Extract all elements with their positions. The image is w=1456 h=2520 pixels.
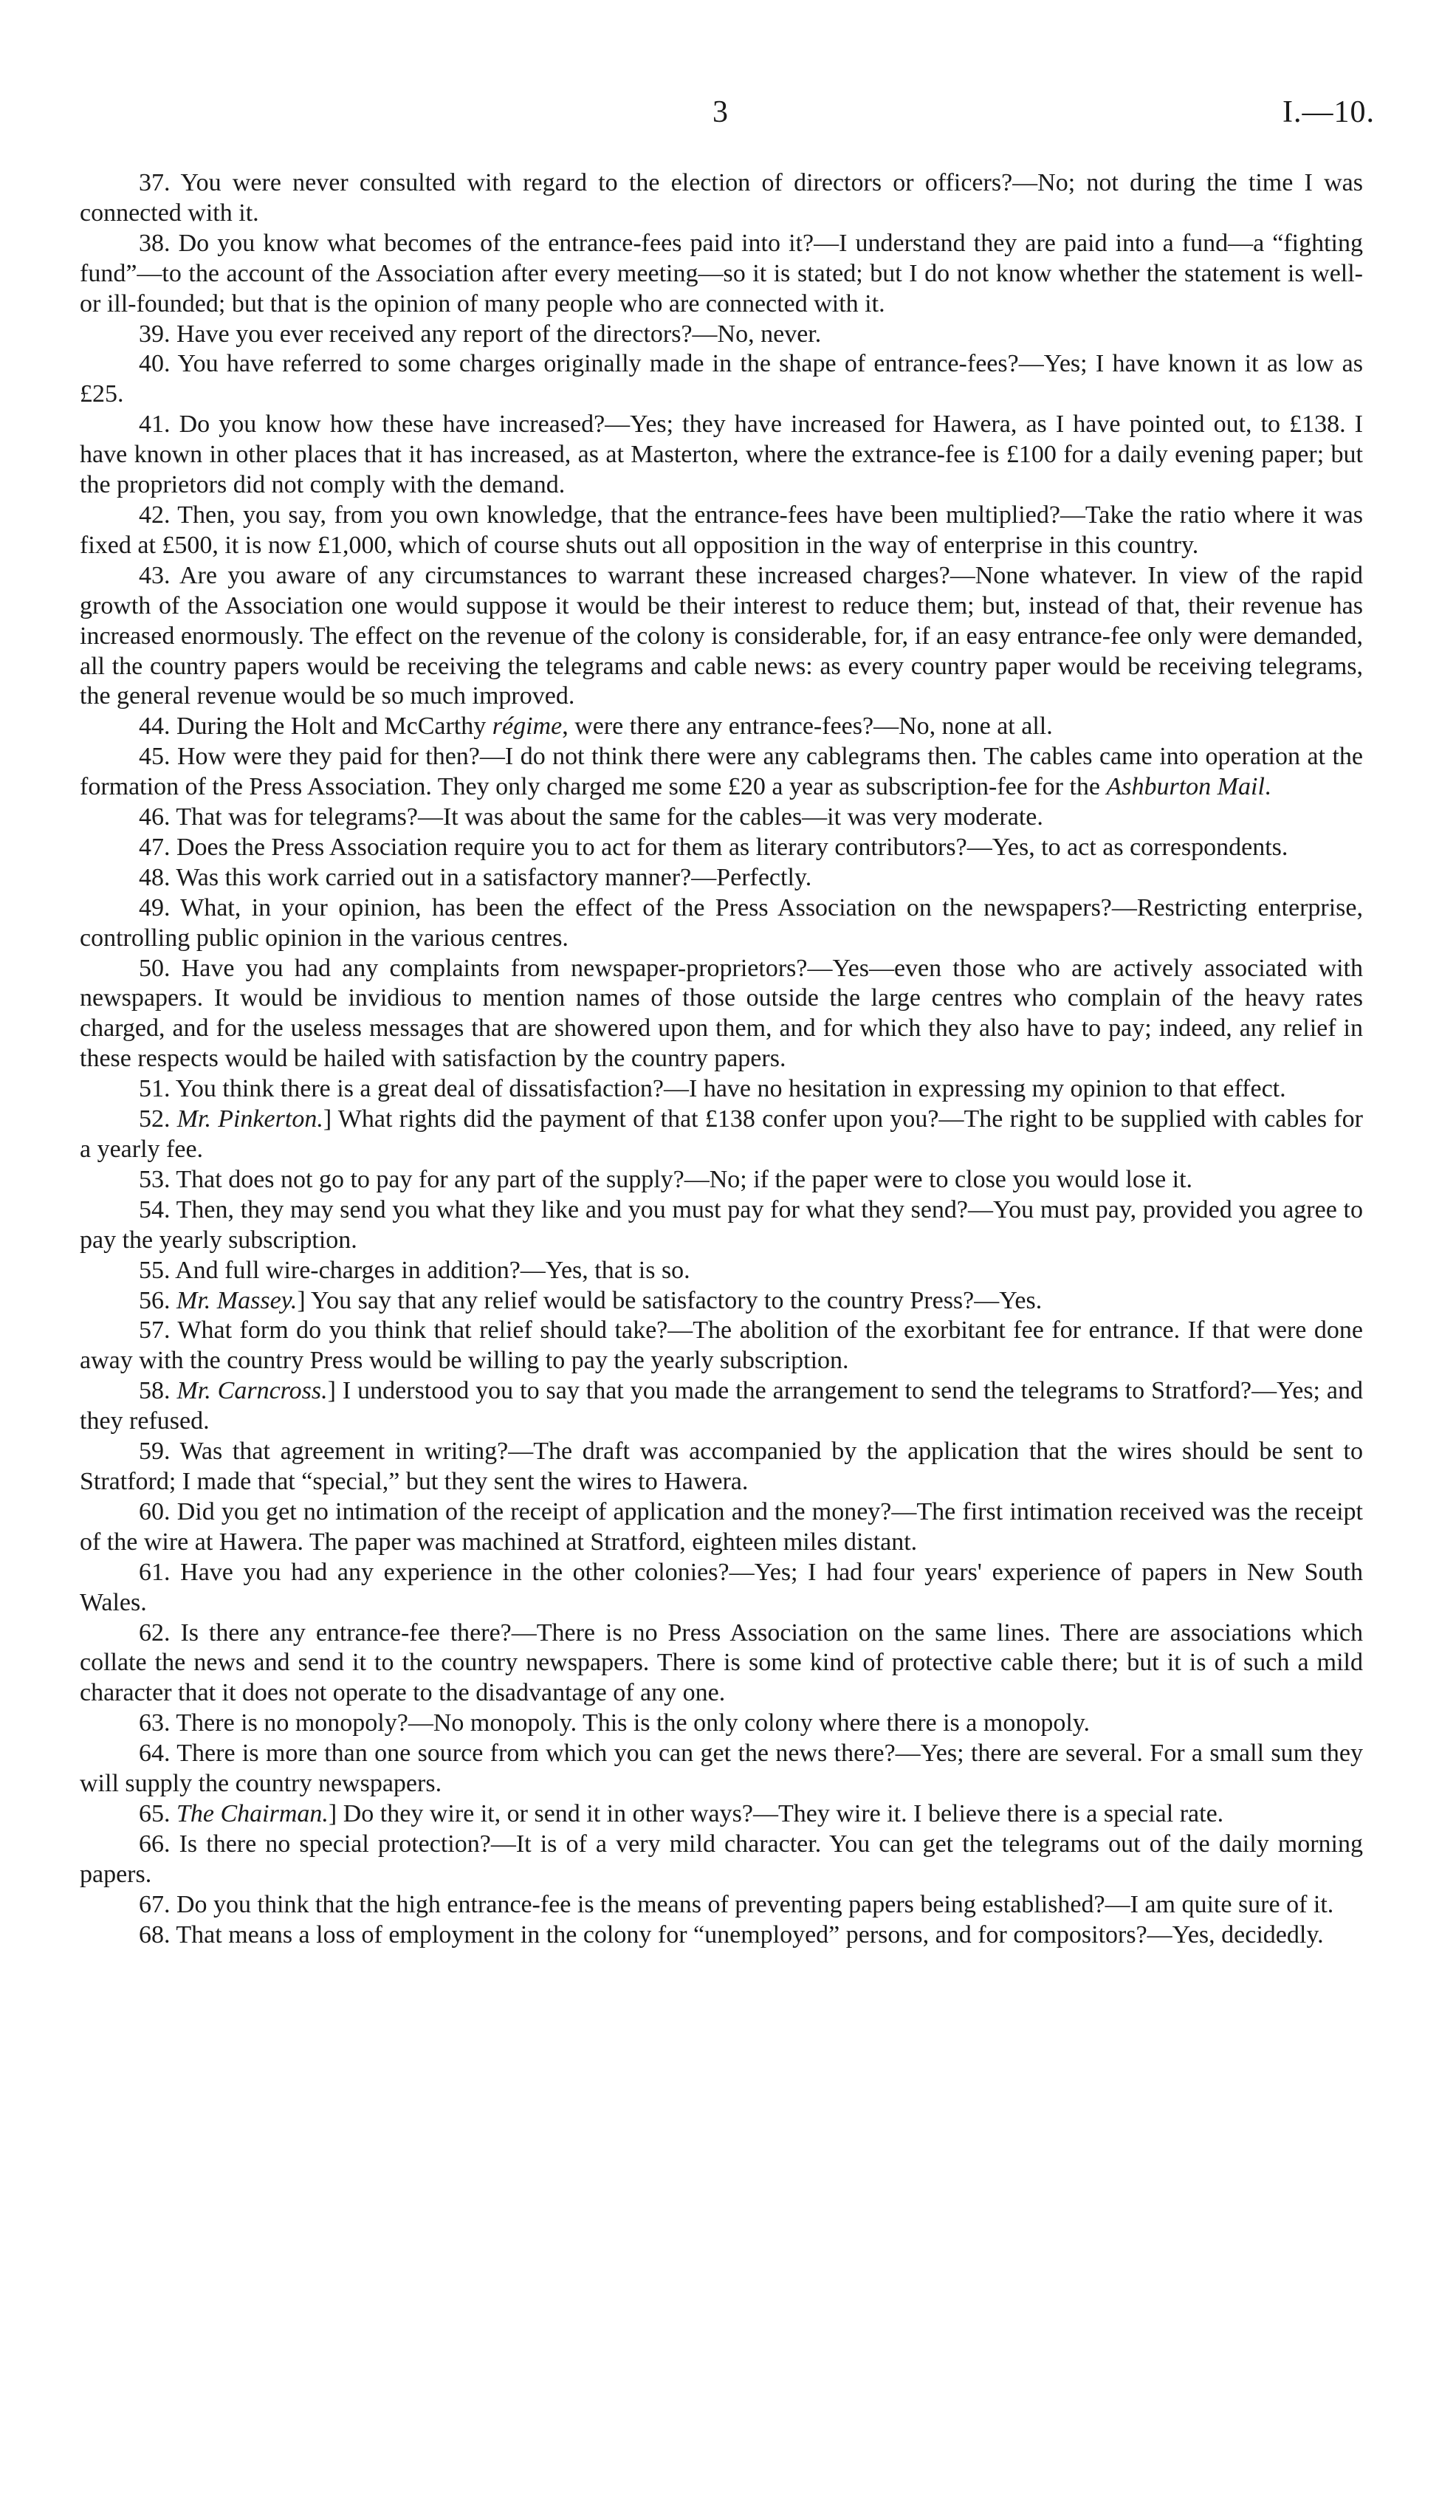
question-answer-text: Do you know what becomes of the entrance-fees paid into it?—I understand they are paid into a fund—a “fighting fund”—to the account of the Association after every meeting—so it is stated; but I do not know whether the statement is well- or ill-founded; but that is the opinion of many people who are connected with it.: [80, 229, 1364, 317]
question-paragraph: [80, 410, 1363, 501]
question-paragraph: [80, 1739, 1363, 1799]
question-answer-text: Is there any entrance-fee there?—There is no Press Association on the same lines. There are associations which collate the news and send it to the country newspapers. There is some kind of protective cable there; but it is of such a mild character that it does not operate to the disadvantage of any one.: [80, 1618, 1363, 1707]
question-paragraph: [80, 1920, 1363, 1951]
question-paragraph: [80, 1830, 1363, 1890]
question-answer-text: How were they paid for then?—I do not think there were any cablegrams then. The cables came into operation at the formation of the Press Association. They only charged me some £20 a year as subscription-fee for the: [80, 743, 1363, 801]
question-paragraph: 52. Mr. Pinkerton.] What rights did the payment of that £138 confer upon you?—The right to be supplied with cables for a yearly fee.: [80, 1105, 1363, 1163]
question-number: 62.: [139, 1618, 181, 1647]
question-number: 51.: [139, 1075, 176, 1103]
speaker-name: Mr. Carncross.: [176, 1377, 328, 1405]
question-number: 53.: [139, 1165, 176, 1193]
question-answer-text: That means a loss of employment in the colony for “unemployed” persons, and for compositors?—Yes, decidedly.: [176, 1920, 1324, 1949]
question-answer-text: Do they wire it, or send it in other ways?—They wire it. I believe there is a special rate.: [343, 1799, 1224, 1827]
speaker-name: The Chairman.: [176, 1799, 329, 1827]
question-paragraph: [80, 1437, 1363, 1497]
question-answer-text: Was this work carried out in a satisfactory manner?—Perfectly.: [176, 863, 812, 891]
question-answer-text: There is more than one source from which you can get the news there?—Yes; there are several. For a small sum they will supply the country newspapers.: [80, 1740, 1363, 1798]
question-answer-text: What, in your opinion, has been the effect of the Press Association on the newspapers?—Restricting enterprise, controlling public opinion in the various centres.: [80, 893, 1363, 952]
page-header: [0, 95, 1456, 139]
question-number: 67.: [139, 1890, 176, 1918]
question-paragraph: 65. The Chairman.] Do they wire it, or send it in other ways?—They wire it. I believe there is a special rate.: [139, 1799, 1224, 1827]
question-number: 59.: [139, 1438, 180, 1466]
question-paragraph: [80, 803, 1363, 833]
question-answer-text: I understood you to say that you made the arrangement to send the telegrams to Stratford?—Yes; and they refused.: [80, 1377, 1364, 1435]
question-number: 43.: [139, 561, 180, 589]
italic-term: régime: [492, 713, 563, 741]
question-paragraph: [80, 1316, 1363, 1376]
question-paragraph: [80, 1165, 1363, 1195]
question-answer-text: What rights did the payment of that £138 confer upon you?—The right to be supplied with cables for a yearly fee.: [80, 1105, 1363, 1163]
page-number: 3: [712, 95, 728, 129]
question-number: 58.: [139, 1377, 177, 1405]
question-number: 66.: [139, 1830, 179, 1858]
question-answer-text: You have referred to some charges originally made in the shape of entrance-fees?—Yes; I have known it as low as £25.: [80, 350, 1363, 408]
question-number: 49.: [139, 893, 181, 921]
question-answer-text: Do you think that the high entrance-fee is the means of preventing papers being established?—I am quite sure of it.: [176, 1890, 1334, 1918]
question-paragraph: [80, 742, 1363, 803]
italic-term: Ashburton Mail: [1106, 773, 1265, 801]
question-paragraph: [80, 501, 1363, 561]
question-answer-text: Then, you say, from you own knowledge, that the entrance-fees have been multiplied?—Take the ratio where it was fixed at £500, it is now £1,000, which of course shuts out all opposition in the way of enterprise in this country.: [80, 501, 1364, 559]
question-answer-text: Have you ever received any report of the directors?—No, never.: [176, 320, 822, 348]
question-number: 42.: [139, 501, 178, 529]
question-answer-text: Have you had any complaints from newspaper-proprietors?—Yes—even those who are actively associated with newspapers. It would be invidious to mention names of those outside the large centres who complain of the heavy rates charged, and for the useless messages that are showered upon them, and for which they also have to pay; indeed, any relief in these respects would be hailed with satisfaction by the country papers.: [80, 954, 1363, 1073]
question-number: 45.: [139, 743, 177, 771]
question-paragraph: [80, 1195, 1363, 1256]
question-answer-text: Are you aware of any circumstances to warrant these increased charges?—None whatever. In view of the rapid growth of the Association one would suppose it would be their interest to reduce them; but, instead of that, their revenue has increased enormously. The effect on the revenue of the colony is considerable, for, if an easy entrance-fee only were demanded, all the country papers would be receiving the telegrams and cable news: as every country paper would be receiving telegrams, the general revenue would be so much improved.: [80, 561, 1364, 710]
question-number: 57.: [139, 1316, 178, 1345]
question-paragraph: 56. Mr. Massey.] You say that any relief would be satisfactory to the country Press?—Yes.: [139, 1286, 1043, 1314]
question-number: 41.: [139, 411, 179, 439]
question-answer-text: Was that agreement in writing?—The draft was accompanied by the application that the wires should be sent to Stratford; I made that “special,” but they sent the wires to Hawera.: [80, 1438, 1363, 1495]
question-paragraph: [80, 1618, 1363, 1709]
question-number: 55.: [139, 1256, 176, 1284]
question-number: 47.: [139, 833, 176, 861]
question-number: 39.: [139, 320, 176, 348]
question-paragraph: [80, 561, 1363, 713]
question-answer-text: Have you had any experience in the other colonies?—Yes; I had four years' experience of papers in New South Wales.: [80, 1558, 1364, 1616]
question-answer-text: Did you get no intimation of the receipt of application and the money?—The first intimation received was the receipt of the wire at Hawera. The paper was machined at Stratford, eighteen miles distant.: [80, 1497, 1364, 1556]
question-paragraph: [80, 1074, 1363, 1105]
question-number: 63.: [139, 1709, 176, 1737]
question-number: 48.: [139, 863, 176, 891]
question-answer-text: And full wire-charges in addition?—Yes, that is so.: [175, 1256, 690, 1284]
document-reference: I.—10.: [1282, 95, 1375, 129]
question-answer-text: That does not go to pay for any part of the supply?—No; if the paper were to close you would lose it.: [176, 1165, 1193, 1193]
question-paragraph: [80, 349, 1363, 410]
question-answer-text: , were there any entrance-fees?—No, none at all.: [562, 713, 1053, 741]
question-paragraph: [80, 833, 1363, 863]
question-answer-text: Do you know how these have increased?—Yes; they have increased for Hawera, as I have pointed out, to £138. I have known in other places that it has increased, as at Masterton, where the extrance-fee is £100 for a daily evening paper; but the proprietors did not comply with the demand.: [80, 411, 1364, 499]
question-answer-text: During the Holt and McCarthy: [176, 713, 492, 741]
question-number: 50.: [139, 954, 182, 982]
question-number: 61.: [139, 1558, 181, 1586]
question-paragraph: [80, 954, 1363, 1075]
question-paragraph: 58. Mr. Carncross.] I understood you to say that you made the arrangement to send the telegrams to Stratford?—Yes; and they refused.: [80, 1377, 1364, 1435]
question-paragraph: [80, 863, 1363, 893]
question-answer-text: Then, they may send you what they like and you must pay for what they send?—You must pay, provided you agree to pay the yearly subscription.: [80, 1195, 1363, 1254]
question-paragraph: [80, 1890, 1363, 1920]
question-paragraph: [80, 712, 1363, 742]
question-paragraph: [80, 168, 1363, 229]
question-number: 60.: [139, 1497, 177, 1525]
question-answer-text: You say that any relief would be satisfactory to the country Press?—Yes.: [310, 1286, 1043, 1314]
question-number: 37.: [139, 169, 181, 196]
question-number: 52.: [139, 1105, 177, 1133]
question-answer-text: That was for telegrams?—It was about the same for the cables—it was very moderate.: [176, 803, 1043, 831]
question-number: 64.: [139, 1740, 177, 1768]
question-number: 38.: [139, 229, 179, 257]
question-paragraph: [80, 893, 1363, 954]
question-paragraph: [80, 1497, 1363, 1558]
question-answer-text: There is no monopoly?—No monopoly. This is the only colony where there is a monopoly.: [176, 1709, 1091, 1737]
question-number: 40.: [139, 350, 178, 378]
question-paragraph: [80, 1709, 1363, 1739]
question-answer-text: Does the Press Association require you to act for them as literary contributors?—Yes, to act as correspondents.: [176, 833, 1288, 861]
question-number: 65.: [139, 1799, 176, 1827]
evidence-text: [80, 168, 1363, 1950]
question-answer-text: Is there no special protection?—It is of a very mild character. You can get the telegrams out of the daily morning papers.: [80, 1830, 1364, 1888]
speaker-name: Mr. Pinkerton.: [176, 1105, 323, 1133]
question-paragraph: [80, 229, 1363, 320]
speaker-name: Mr. Massey.: [176, 1286, 298, 1314]
question-paragraph: [80, 1558, 1363, 1618]
question-answer-text: What form do you think that relief should take?—The abolition of the exorbitant fee for entrance. If that were done away with the country Press would be willing to pay the yearly subscription.: [80, 1316, 1363, 1375]
question-number: 46.: [139, 803, 176, 831]
question-paragraph: [80, 1256, 1363, 1286]
question-number: 68.: [139, 1920, 176, 1949]
question-number: 56.: [139, 1286, 176, 1314]
question-answer-text: You think there is a great deal of dissatisfaction?—I have no hesitation in expressing my opinion to that effect.: [175, 1075, 1286, 1103]
question-answer-text: You were never consulted with regard to the election of directors or officers?—No; not during the time I was connected with it.: [80, 169, 1363, 227]
question-answer-text: .: [1264, 773, 1271, 801]
question-number: 54.: [139, 1195, 176, 1223]
question-paragraph: [80, 320, 1363, 350]
question-number: 44.: [139, 713, 176, 741]
